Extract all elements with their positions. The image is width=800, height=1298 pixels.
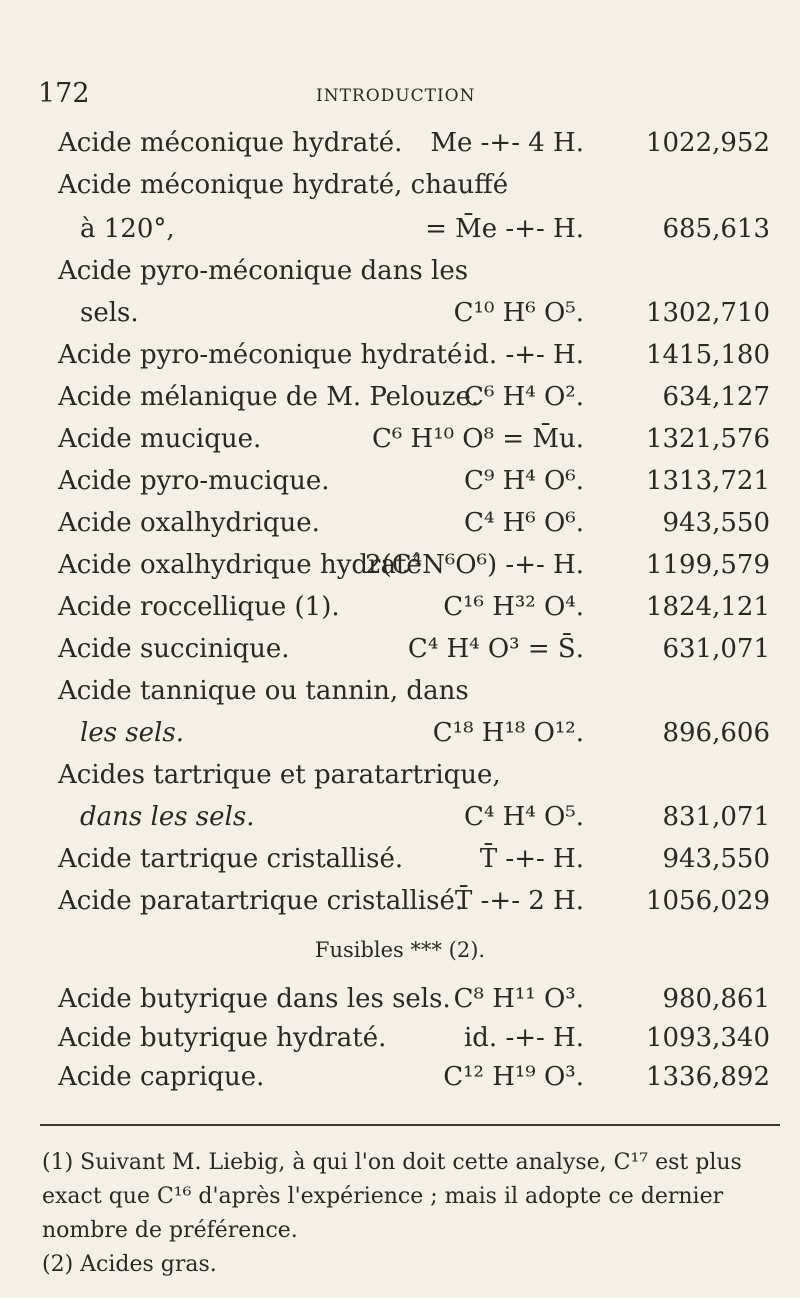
running-head: INTRODUCTION: [316, 86, 476, 106]
table-row: sels. C¹⁰ H⁶ O⁵. 1302,710: [80, 298, 770, 328]
footnotes: [42, 1146, 770, 1282]
table-row: Acide méconique hydraté. Me -+- 4 H. 1022,952: [58, 128, 770, 158]
footnote: (2) Acides gras.: [42, 1252, 217, 1277]
table-row: Acide roccellique (1). C¹⁶ H³² O⁴. 1824,121: [58, 592, 770, 622]
table-row: Acide caprique. C¹² H¹⁹ O³. 1336,892: [58, 1062, 770, 1092]
footnote-divider: [40, 1124, 780, 1126]
table-row: Acide paratartrique cristallisé. T̄ -+- 2 H. 1056,029: [58, 886, 770, 916]
table-row: Acide pyro-méconique hydraté. id. -+- H. 1415,180: [58, 340, 770, 370]
table-row: les sels. C¹⁸ H¹⁸ O¹². 896,606: [80, 718, 770, 748]
table-row: Acide pyro-méconique dans les: [58, 256, 469, 286]
page-number: 172: [38, 78, 90, 109]
table-row: à 120°, = M̄e -+- H. 685,613: [80, 214, 770, 244]
table-row: dans les sels. C⁴ H⁴ O⁵. 831,071: [80, 802, 770, 832]
table-row: Acide tartrique cristallisé. T̄ -+- H. 943,550: [58, 844, 770, 874]
section-heading: Fusibles *** (2).: [314, 938, 486, 962]
table-row: Acide oxalhydrique hydraté 2(C⁴N⁶O⁶) -+- H. 1199,579: [58, 550, 770, 580]
table-row: Acide tannique ou tannin, dans: [58, 676, 469, 706]
table-row: Acide oxalhydrique. C⁴ H⁶ O⁶. 943,550: [58, 508, 770, 538]
table-row: Acide succinique. C⁴ H⁴ O³ = S̄. 631,071: [58, 634, 770, 664]
table-row: Acide mucique. C⁶ H¹⁰ O⁸ = M̄u. 1321,576: [58, 424, 770, 454]
table-row: Acide butyrique hydraté. id. -+- H. 1093,340: [58, 1023, 770, 1053]
table-row: Acide mélanique de M. Pelouze. C⁶ H⁴ O². 634,127: [58, 382, 770, 412]
table-row: Acide butyrique dans les sels. C⁸ H¹¹ O³. 980,861: [58, 984, 770, 1014]
table-row: Acides tartrique et paratartrique,: [58, 760, 501, 790]
table-row: Acide méconique hydraté, chauffé: [58, 170, 509, 200]
table-row: Acide pyro-mucique. C⁹ H⁴ O⁶. 1313,721: [58, 466, 770, 496]
footnote: (1) Suivant M. Liebig, à qui l'on doit cette analyse, C¹⁷ est plus exact que C¹⁶ d'après l'expérience ; mais il adopte ce dernier nombre de préférence.: [42, 1150, 742, 1243]
